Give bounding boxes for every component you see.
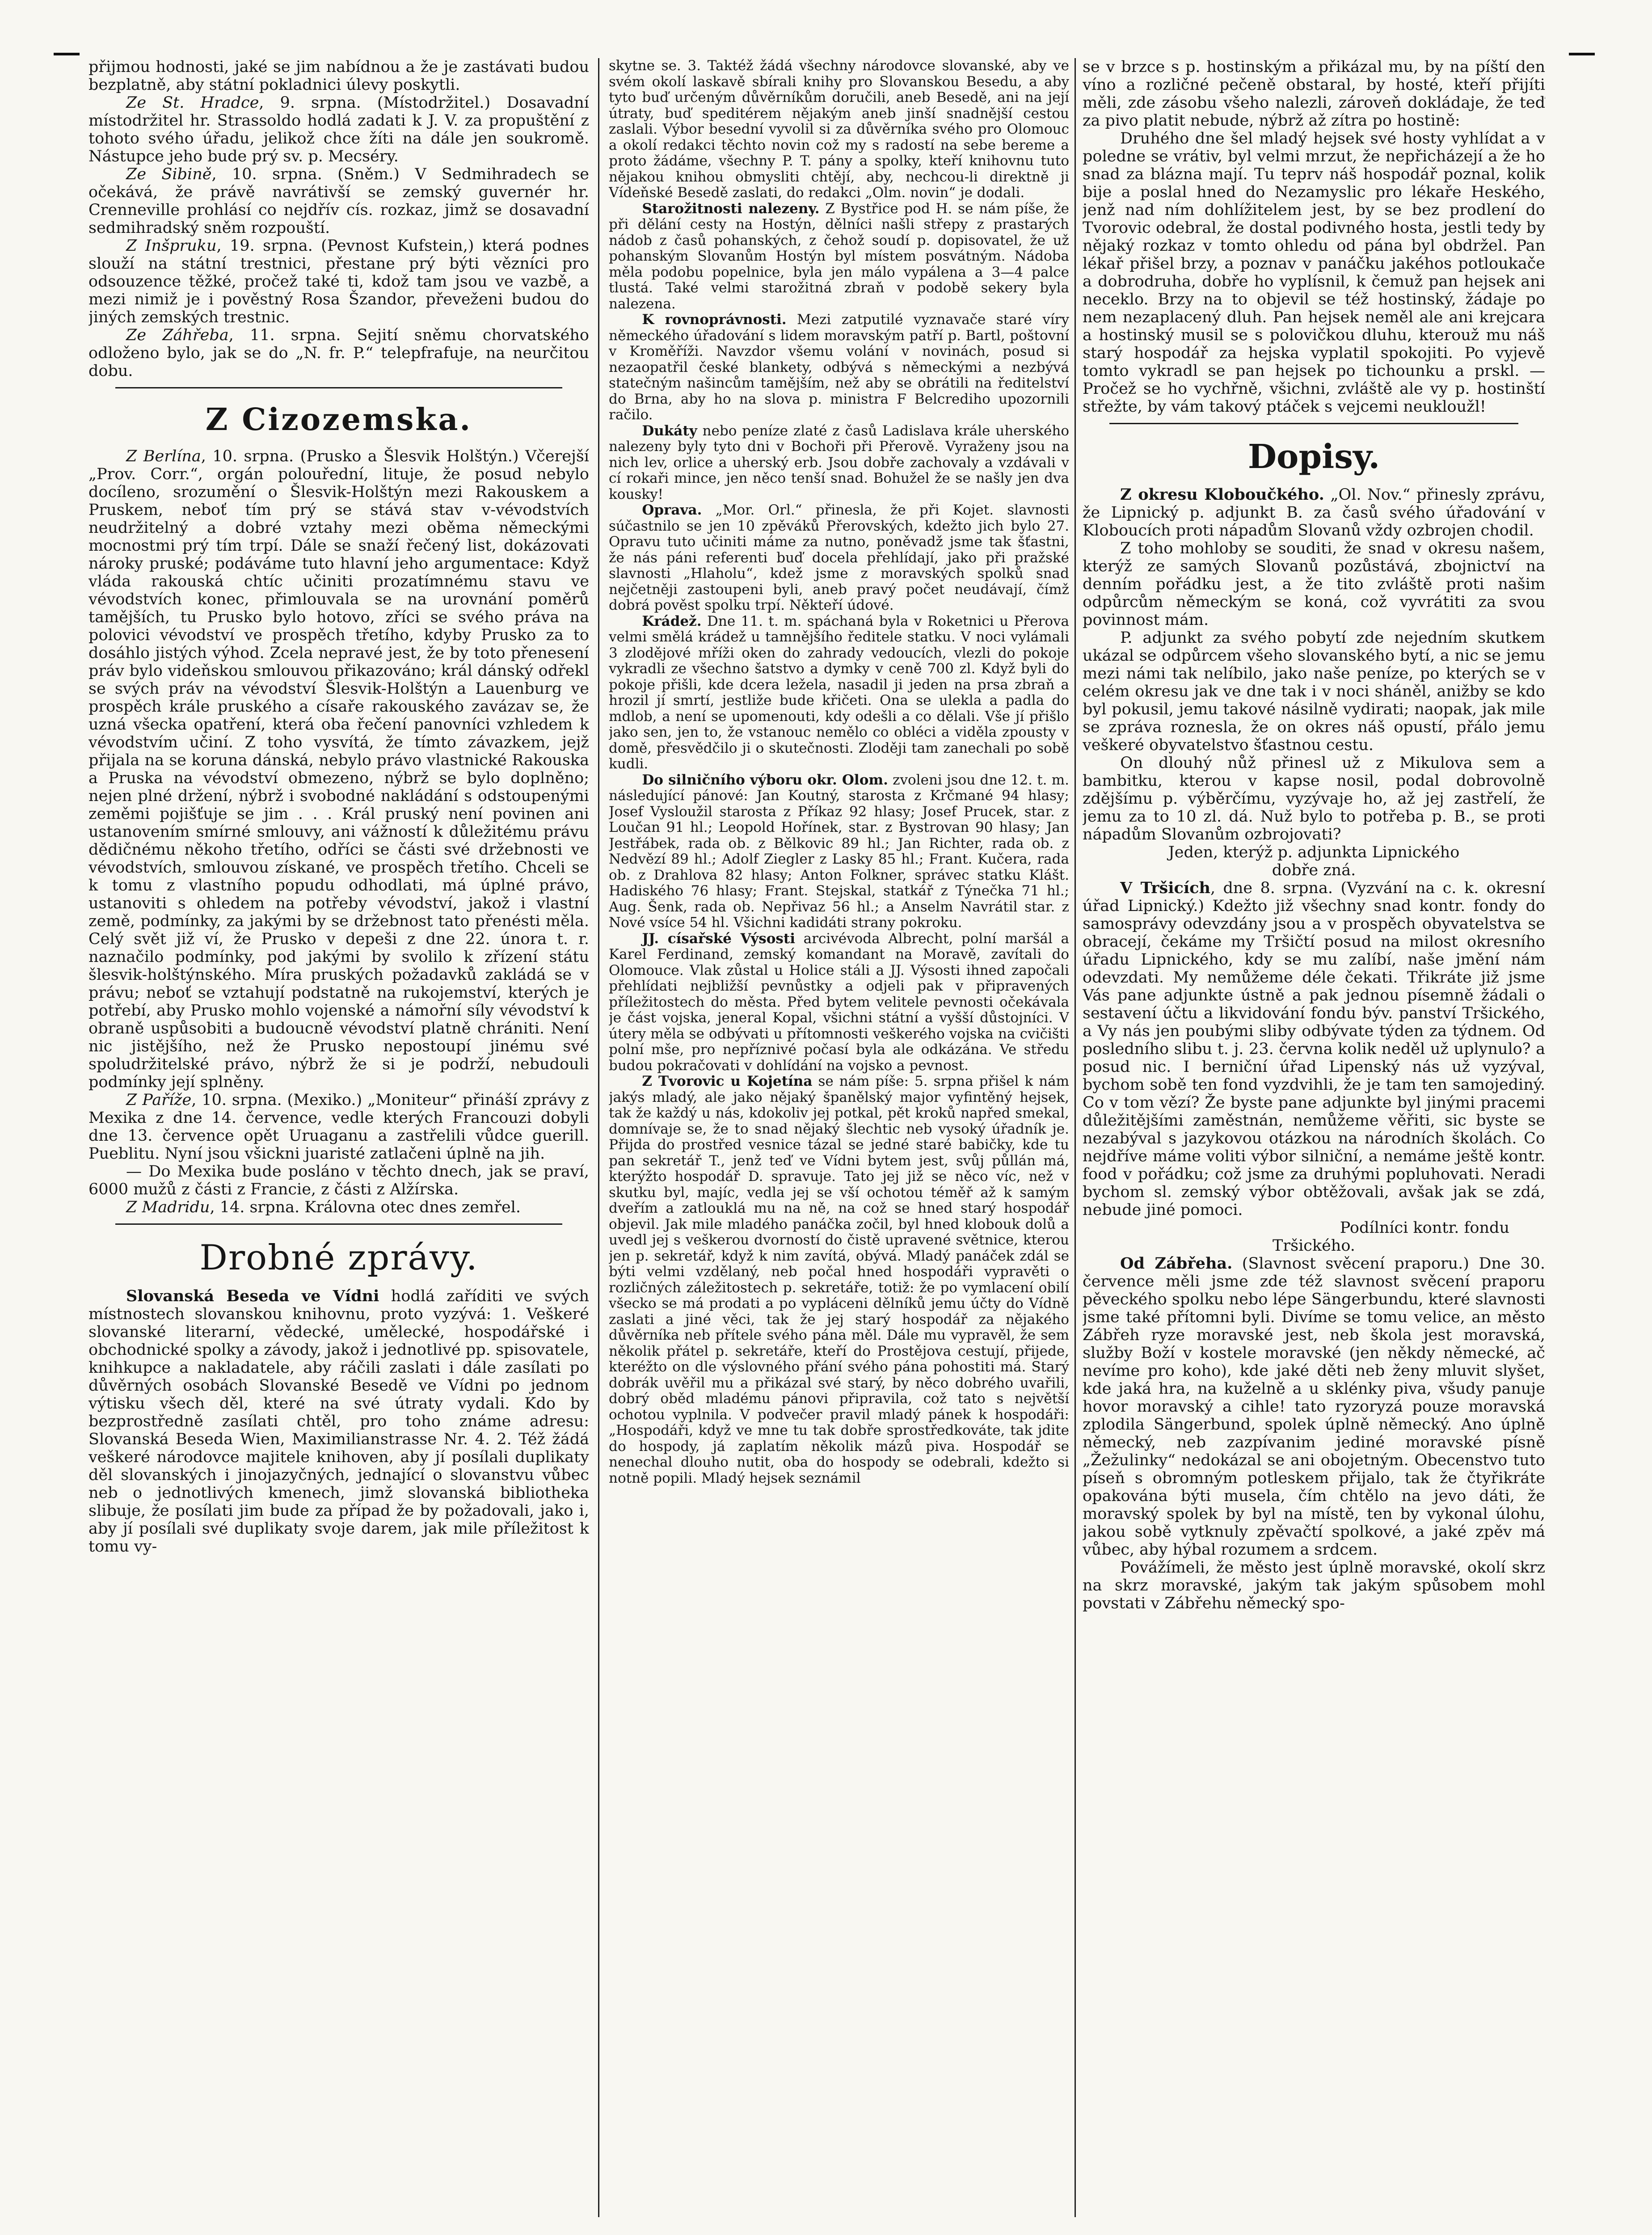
article-paragraph [609, 502, 1069, 614]
article-text: , dne 8. srpna. (Vyzvání na c. k. okresní úřad Lipnický.) Kdežto již všechny snad kontr. fondy do samosprávy odevzdány jsou a v prospěch obyvatelstva se obracejí, čekáme my Tršičtí posud na milost okresního úřadu Lipnického, kdy se mu zalíbí, naše jmění nám odevzdati. My nemůžeme déle čekati. Třikráte již jsme Vás pane adjunkte ústně a pak jednou písemně žádali o sestavení účtu a likvidování fondu býv. panství Tršického, a Vy nás jen poubými sliby odbývate týden za týdnem. Od posledního slibu t. j. 23. června kolik neděl už uplynulo? a posud nic. I berniční úřad Lipenský nás už vyzýval, bychom sobě ten fond vyzdvihli, že je tam ten samojediný. Co v tom vězí? Že byste pane adjunkte byl jinými pracemi důležitějšími zaměstnán, nemůžeme věřiti, sic byste se nezabýval s jazykovou otázkou na národních školách. Co nejdříve máme voliti výbor silniční, a nemáme ještě kontr. food v pořádku; což jsme za druhými popluhovati. Neradi bychom sl. zemský výbor obtěžovali, avšak jak se zdá, nebude jiné pomoci. [1083, 879, 1545, 1219]
dateline-place: Z Madridu [126, 1198, 210, 1216]
article-paragraph [1083, 629, 1545, 754]
dateline-place: Ze Záhřeba [126, 326, 229, 344]
section-title-short-news: Drobné zprávy. [199, 1238, 478, 1278]
article-lead: Starožitnosti nalezeny. [642, 200, 820, 217]
dateline-place: Z Berlína [126, 447, 201, 465]
article-text: Dne 11. t. m. spáchaná byla v Roketnici u Přerova velmi smělá krádež u tamnějšího ředitele statku. V noci vylámali 3 zlodějové mříži oken do zahrady vedoucích, vlezli do pokoje vykradli ze všechno šatstvo a dymky v ceně 700 zl. Když byli do pokoje přišli, kde dcera ležela, nasadil ji jeden na prsa zbraň a hrozil jí smrtí, jestliže bude křičeti. Ona se ulekla a padla do mdlob, a není se upomenouti, kdy odešli a co dělali. Vše jí přišlo jako sen, jen to, že vstanouc nemělo co obléci a viděla zpousty v domě, přesvědčilo ji o skutečnosti. Zloději tam zanechali po sobě kudli. [609, 613, 1069, 772]
article-paragraph [609, 772, 1069, 931]
signature-1b: dobře zná. [1272, 861, 1356, 879]
letters-1 [1083, 486, 1545, 843]
article-lead: Krádež. [642, 613, 702, 629]
article-paragraph [609, 614, 1069, 772]
article-text: arcivévoda Albrecht, polní maršál a Karel Ferdinand, zemský komandant na Moravě, zavítali do Olomouce. Vlak zůstal u Holice stáli a JJ. Výsosti ihned započali přehlídati nejbližší pevnůstky a odjeli pak v připravených příležitostech do města. Před bytem velitele pevnosti očekávala je část vojska, jeneral Kopal, všichni státní a vyšší důstojníci. V útery měla se odbývati u přítomnosti veškerého vojska na cvičišti polní mše, pro nepříznivé počasí byla ale odkázána. Ve středu budou pokračovati v dohlídání na vojsko a pevnost. [609, 930, 1069, 1074]
dateline-place: Z Paříže [126, 1091, 192, 1109]
article-paragraph [609, 201, 1069, 312]
article-text: se nám píše: 5. srpna přišel k nám jakýs mladý, ale jako nějaký španělský major vyfintěný hejsek, tak že každý u nás, kdokoliv jej potkal, pět kroků napřed smekal, domnívaje se, že to snad nějaký šlechtic neb vysoký úřadník je. Přijda do prostřed vesnice tázal se jedné staré babičky, kde tu pan sekretář T., jenž teď ve Vídni bytem jest, svůj půllán má, kterýžto hospodář D. spravuje. Tato jej již se něco víc, než v skutku byl, majíc, vedla jej se vší ochotou téměř až k samým dveřím a zatlouklá mu na ně, na což se hned starý hospodář objevil. Jak mile mladého panáčka zočil, byl hned klobouk dolů a uvedl jej s veškerou dvorností do čistě upravené světnice, kterou jen p. sekretář, když k nim zavítá, obývá. Mladý panáček zdál se býti velmi vzdělaný, neb počal hned hospodáři vypravěti o rozličných záležitostech p. sekretáře, totiž: že po vymlacení obilí všecko se má prodati a po vypláceni dělníků jemu účty do Vídně zaslati a jiné věci, tak že jej starý hospodář za nějakého důvěrníka neb přítele svého pána měl. Dále mu vypravěl, že sem několik přátel p. sekretáře, kteří do Prostějova cestují, přijede, kteréžto on dle výslovného přání svého pána pohostiti má. Starý dobrák uvěřil mu a přikázal své starý, by něco dobrého uvařili, dobrý oběd mladému pánovi připravila, což tato s největší ochotou vyplnila. V podvečer pravil mladý pánek k hospodáři: „Hospodáři, když ve mne tu tak dobře sprostředkováte, tak jdite do hospody, já zaplatím několik mázů piva. Hospodář se nenechal dlouho nutit, oba do hospody se odebrali, kdežto si notně popili. Mladý hejsek seznámil [609, 1073, 1069, 1486]
dateline-place: Z Inšpruku [126, 237, 217, 255]
domestic-news [88, 94, 589, 380]
article-text: Z Bystřice pod H. se nám píše, že při dělání cesty na Hostýn, dělníci našli střepy z prastarých nádob z časů pohanských, z čehož soudí p. dopisovatel, že už pohanským Slovanům Hostýn byl místem posvátným. Nádoba měla podobu popelnice, byla jen málo vypálena a 3—4 palce tlustá. Také velmi starožitná zbraň v podobě sekery byla nalezena. [609, 200, 1069, 312]
col3-continuation: se v brzce s p. hostinským a přikázal mu, by na píští den víno a rozličné pečeně obstaral, by hosté, kteří přijíti měli, zde zásobu všeho nalezli, zároveň dokládaje, že teď za pivo platit nebude, nýbrž až zítra po hostině: [1083, 58, 1545, 130]
article-text: , 10. srpna. (Prusko a Šlesvik Holštýn.) Včerejší „Prov. Corr.“, orgán polouřední, lituje, že posud nebylo docíleno, srozumění o Šlesvik-Holštýn mezi Rakouskem a Pruskem, neboť tím prý se stává stav v-vévodstvích neudržitelný a dobré vztahy mezi oběma německými mocnostmi prý tím trpí. Dále se snaží řečený list, dokázovati nároky pruské; podáváme tuto hlavní jeho argumentace: Když vláda rakouská chtíc učiniti prozatímnému stavu ve vévodstvích konec, přimlouvala se na urovnání poměrů tamějších, tu Prusko bylo hotovo, zříci se svého práva na polovici vévodství ve prospěch třetího, kdyby Prusko za to dosáhlo jistých výhod. Zcela nepravé jest, že by toto přenesení práv bylo videňskou smlouvou přikazováno; král dánský odřekl se svých práv na vévodství Šlesvik-Holštýn a Lauenburg ve prospěch krále pruského a císaře rakouského zavázav se, že uzná všecka opatření, která oba řečení panovníci vzhledem k vévodstvím učiní. Z toho vysvítá, že tímto závazkem, jejž přijala na se koruna dánská, nebylo právo vlastnické Rakouska a Pruska na vévodství obmezeno, nýbrž se bylo doplněno; nejen plné držení, nýbrž i svobodné nakládání s odstoupenými zeměmi pojišťuje se jim . . . Král pruský není povinen ani ustanovením smírné smlouvy, ani vážností k důležitému právu dědičnému někoho třetího, odříci se části své držebnosti ve vévodstvích, smlouvou získané, ve prospěch třetího. Chceli se k tomu z vlastního popudu odhodlati, má úplné právo, ustanoviti s ohledem na potřeby vévodství, jakož i vlastní země, podmínky, za jakými by se držebnost tato přenésti měla. Celý svět již ví, že Prusko v depeši z dne 22. února t. r. naznačilo podmínky, pod jakými by svolilo k zřízení státu šlesvik-holštýnského. Míra pruských požadavků zakládá se v právu; neboť se vztahují podstatně na rukojemství, kterých je potřebí, aby Prusko mohlo vojenské a námořní síly vévodství k obraně uspůsobiti a budoucně vévodství platně chrániti. Není nic jistějšího, než že Prusko nepostoupí jinému své spoludržitelské právo, nýbrž že si je podrží, nebudouli podmínky její splněny. [88, 447, 589, 1091]
article-paragraph [609, 931, 1069, 1074]
col2-continuation: skytne se. 3. Taktéž žádá všechny národovce slovanské, aby ve svém okolí laskavě sbírali knihy pro Slovanskou Besedu, a aby tyto buď určeným důvěrníkům doručili, aneb Besedě, ani na její útraty, buď speditérem nějakým aneb jinší snadnější cestou zaslali. Výbor besední vyvolil si za důvěrníka svého pro Olomouc a okolí redakci těchto novin což my s radostí na sebe bereme a proto žádáme, všechny P. T. pány a spolky, kteří knihovnu tuto nějakou knihou obmysliti chtějí, aby, nechcou-li direktně ji Vídeňské Besedě zaslati, do redakci „Olm. novin“ je dodali. [609, 58, 1069, 201]
article-paragraph [1083, 1559, 1545, 1612]
article-text: , 10. srpna. (Mexiko.) „Moniteur“ přináší zprávy z Mexika z dne 14. července, vedle kterých Francouzi dobyli dne 13. července opět Uruaganu a zastřelili vůdce guerill. Pueblitu. Nyní jsou všickni juaristé zatlačeni úplně na jih. [88, 1091, 589, 1163]
section-title-foreign: Z Cizozemska. [205, 402, 472, 438]
article-paragraph [88, 447, 589, 1091]
letters-2 [1083, 879, 1545, 1219]
section-divider [115, 387, 562, 388]
article-lead: JJ. císařské Výsosti [642, 930, 795, 947]
article-text: Povážímeli, že město jest úplně moravské, okolí skrz na skrz moravské, jakým tak jakým spůsobem mohl povstati v Zábřehu německý spo- [1083, 1559, 1545, 1612]
article-paragraph [88, 94, 589, 165]
col3-story-end: Druhého dne šel mladý hejsek své hosty vyhlídat a v poledne se vrátiv, byl velmi mrzut, že nepřicházejí a že ho snad za blázna mají. Tu teprv náš hospodář poznal, kolik bije a poslal hned do Nezamyslic pro lékaře Heského, jenž nad ním dohlížitelem jest, by se bez prodlení do Tvorovic odebral, že dostal podivného hosta, jestli tedy by nějaký rozkaz v tomto ohledu od pána byl obdržel. Pan lékař přišel brzy, a poznav v panáčku jakéhos potloukače a dobrodruha, dobře ho vyplísnil, k čemuž pan hejsek ani neceklo. Brzy na to objevil se též hostinský, žádaje po nem nezaplacený dluh. Pan hejsek neměl ale ani krejcara a hostinský musil se s polovičkou dluhu, kterouž mu náš starý hospodář za hejska vyplatil spokojiti. Po vyjevě tomto vykradl se pan hejsek po tichounku a prskl. — Pročež se ho vychřně, všichni, zvláště ale vy p. hostinští střežte, by vám takový ptáček s vejcemi neukloužl! [1083, 130, 1545, 416]
article-paragraph [609, 312, 1069, 423]
foreign-news [88, 447, 589, 1216]
article-lead: Dukáty [642, 422, 697, 439]
column-2 [609, 58, 1069, 2217]
article-text: P. adjunkt za svého pobytí zde nejedním skutkem ukázal se odpůrcem všeho slovanského bytí, a nic se jemu mezi námi tak nelíbilo, jako naše peníze, po kterých se v celém okresu jak ve dne tak i v noci sháněl, anižby se kdo byl pokusil, jemu takové násilně vydirati; naopak, jak mile se zpráva roznesla, že on okres náš opustí, přálo jemu veškeré obyvatelstvo šťastnou cestu. [1083, 629, 1545, 754]
short-news-items [609, 201, 1069, 1487]
signature-2a: Podílníci kontr. fondu [1340, 1219, 1509, 1237]
article-text: , 14. srpna. Královna otec dnes zemřel. [210, 1198, 521, 1216]
article-paragraph [1083, 879, 1545, 1219]
article-lead: V Tršicích [1120, 879, 1210, 897]
section-title-letters: Dopisy. [1247, 438, 1380, 476]
article-text: , 11. srpna. Sejití sněmu chorvatského odloženo bylo, jak se do „N. fr. P.“ telepfrafuje, na neurčitou dobu. [88, 326, 589, 380]
article-lead: Oprava. [642, 502, 702, 518]
article-text: „Mor. Orl.“ přinesla, že při Kojet. slavnosti súčastnilo se jen 10 zpěváků Přerovských, kdežto jich bylo 27. Opravu tuto učiniti máme za nutno, poněvadž jsme tak šťastni, že nás páni referenti buď docela přehlídají, jako při pražské slavnosti „Hlaholu“, kdež jsme z moravských spolků snad nejčetněji zastoupeni byli, aneb pravý počet neudávají, čímž dobrá pověst spolku trpí. Někteří údové. [609, 502, 1069, 613]
article-paragraph [88, 326, 589, 380]
article-paragraph [609, 1074, 1069, 1486]
article-paragraph [609, 423, 1069, 503]
section-divider [1109, 423, 1518, 424]
article-text: , 19. srpna. (Pevnost Kufstein,) která podnes slouží na státní trestnici, přestane prý býti vězníci pro odsouzence těžké, pročež také ti, kdož tam jsou ve vazbě, a mezi nimiž je i pověstný Rosa Šzandor, převeženi budou do jiných zemských trestnic. [88, 237, 589, 326]
column-rule-1 [598, 58, 599, 2217]
article-lead: Do silničního výboru okr. Olom. [642, 772, 888, 788]
dateline-place: Ze St. Hradce [126, 94, 259, 112]
article-lead: K rovnoprávnosti. [642, 312, 787, 328]
short-news-beseda [88, 1287, 589, 1556]
column-rule-2 [1075, 58, 1076, 2217]
signature-1a: Jeden, kterýž p. adjunkta Lipnického [1168, 843, 1460, 861]
column-1 [88, 58, 589, 2217]
article-text: — Do Mexika bude posláno v těchto dnech, jak se praví, 6000 mužů z části z Francie, z části z Alžírska. [88, 1163, 589, 1198]
article-text: nebo peníze zlaté z časů Ladislava krále uherského nalezeny byly tyto dni v Bochoři při Přerově. Vyraženy jsou na nich lev, orlice a uherský erb. Jsou dobře zachovaly a vzdávali v cí rokaři mince, jen něco tenší snad. Bohužel že se našly jen dva kousky! [609, 422, 1069, 502]
article-text: Z toho mohloby se souditi, že snad v okresu našem, kterýž ze samých Slovanů pozůstává, zbojnictví na denním pořádku jest, a že tito zvláště proti našim odpůrcům německým se koná, což vyvrátiti za svou povinnost mám. [1083, 540, 1545, 629]
article-text: (Slavnost svěcení praporu.) Dne 30. července měli jsme zde též slavnost svěcení praporu pěveckého spolku nebo lépe Sängerbundu, které slavnosti jsme také přítomni byli. Divíme se tomu velice, an město Zábřeh ryze moravské jest, neb škola jest moravská, služby Boží v kostele moravské (jen někdy německé, ač nevíme pro koho), kde jaké děti neb ženy mluvit slyšet, kde jaká hra, na kuželně a u sklénky piva, všudy panuje hovor moravský a cihle! tato ryzoryzá pouze moravská zplodila Sängerbund, spolek úplně německý. Ano úplně německý, neb zazpívanim jediné moravské písně „Žežulinky“ nedokázal se ani obojetným. Obecenstvo tuto píseň s obromným potleskem přijalo, tak že čtyřikráte opakována býti musela, čím chtělo na jevo dáti, že moravský spolek by byl na místě, ten by vykonal úlohu, jakou sobě vytknuly zpěvačtí spolkové, a jaké zpěv má vůbec, aby hýbal rozumem a srdcem. [1083, 1255, 1545, 1559]
dateline-place: Ze Sibině [126, 165, 212, 183]
article-paragraph [1083, 1255, 1545, 1559]
article-text: On dlouhý nůž přinesl už z Mikulova sem a bambitku, kterou v kapse nosil, podal dobrovolně zdějšímu p. výběrčímu, vyzývaje ho, až jej zastřelí, že jemu za to 10 zl. dá. Nuž bylo to potřeba p. B., se proti nápadům Slovanům ozbrojovati? [1083, 754, 1545, 843]
article-lead: Z okresu Kloboučkého. [1120, 485, 1324, 504]
letters-3 [1083, 1255, 1545, 1612]
col1-intro: přijmou hodnosti, jaké se jim nabídnou a že je zastávati budou bezplatně, aby státní pokladnici úlevy poskytli. [88, 58, 589, 94]
article-text: Mezi zatputilé vyznavače staré víry německého úřadování s lidem moravským patří p. Bartl, poštovní v Kroměříži. Navzdor všemu volání v novinách, posud si nezaopatřil české blankety, odbývá s německými a nezbývá statečným našincům tamějším, než aby se obrátili na ředitelství do Brna, aby ho na slova p. ministra F Belcrediho upozornili račilo. [609, 312, 1069, 423]
crop-mark-top-left [54, 53, 80, 55]
article-text: „Ol. Nov.“ přinesly zprávu, že Lipnický p. adjunkt B. za časů svého úřadování v Kloboucích proti nápadům Slovanů vždy ozbrojen chodil. [1083, 486, 1545, 540]
column-3 [1083, 58, 1545, 2217]
short-news-lead: Slovanská Beseda ve Vídni [126, 1287, 379, 1305]
short-news-text: hodlá zaříditi ve svých místnostech slovanskou knihovnu, proto vyzývá: 1. Veškeré slovanské literarní, vědecké, umělecké, hospodářské i obchodnické spolky a závody, jakož i jednotlivé pp. spisovatele, knihkupce a nakladatele, aby ráčili zaslati i dále zasílati po důvěrných osobách Slovanské Besedě ve Vídni po jednom výtisku všech děl, které na své útraty vydali. Kdo by bezprostředně zasílati chtěl, pro toho známe adresu: Slovanská Beseda Wien, Maximilianstrasse Nr. 4. 2. Též žádá veškeré národovce majitele knihoven, aby jí posílali duplikaty děl slovanských i jinojazyčných, jednající o slovanstvu vůbec neb o jednotlivých kmenech, jimž slovanská bibliotheka slibuje, že posílati jim bude za případ že by požadovali, jako i, aby jí posílali své duplikaty svoje darem, jak mile příležitost k tomu vy- [88, 1287, 589, 1556]
section-divider [115, 1223, 562, 1225]
article-paragraph [1083, 540, 1545, 629]
article-text: , 10. srpna. (Sněm.) V Sedmihradech se očekává, že právě navrátivší se zemský guvernér hr. Crenneville prohlásí co nejdřív cís. rozkaz, jimž se dosavadní sedmihradský sněm rozpouští. [88, 165, 589, 237]
article-text: , 9. srpna. (Místodržitel.) Dosavadní místodržitel hr. Strassoldo hodlá zadati k J. V. za propuštění z tohoto svého úřadu, jelikož chce žíti na dále jen soukromě. Nástupce jeho bude prý sv. p. Mecséry. [88, 94, 589, 165]
article-paragraph [88, 1198, 589, 1216]
crop-mark-top-right [1569, 53, 1595, 55]
article-paragraph [1083, 486, 1545, 540]
article-lead: Z Tvorovic u Kojetína [642, 1073, 813, 1089]
article-paragraph [88, 1163, 589, 1198]
article-text: zvoleni jsou dne 12. t. m. následující pánové: Jan Koutný, starosta z Krčmané 94 hlasy; Josef Vysloužil starosta z Příkaz 92 hlasy; Josef Prucek, star. z Loučan 91 hl.; Leopold Hořínek, star. z Bystrovan 90 hlasy; Jan Jestřábek, rada ob. z Bělkovic 89 hl.; Jan Richter, rada ob. z Nedvězí 89 hl.; Adolf Ziegler z Lasky 85 hl.; Frant. Kučera, rada ob. z Drahlova 82 hlasy; Anton Folkner, správec statku Klášt. Hadiského 76 hlasy; Frant. Stejskal, statkář z Týnečka 71 hl.; Aug. Šenk, rada ob. Nepřivaz 56 hl.; a Anselm Navrátil star. z Nové vsíce 54 hl. Všichni kadidáti strany pokroku. [609, 772, 1069, 931]
signature-2b: Tršického. [1273, 1237, 1355, 1255]
article-paragraph [88, 165, 589, 237]
article-paragraph [88, 1091, 589, 1163]
article-paragraph [1083, 754, 1545, 843]
article-lead: Od Zábřeha. [1120, 1254, 1233, 1273]
article-paragraph [88, 237, 589, 326]
